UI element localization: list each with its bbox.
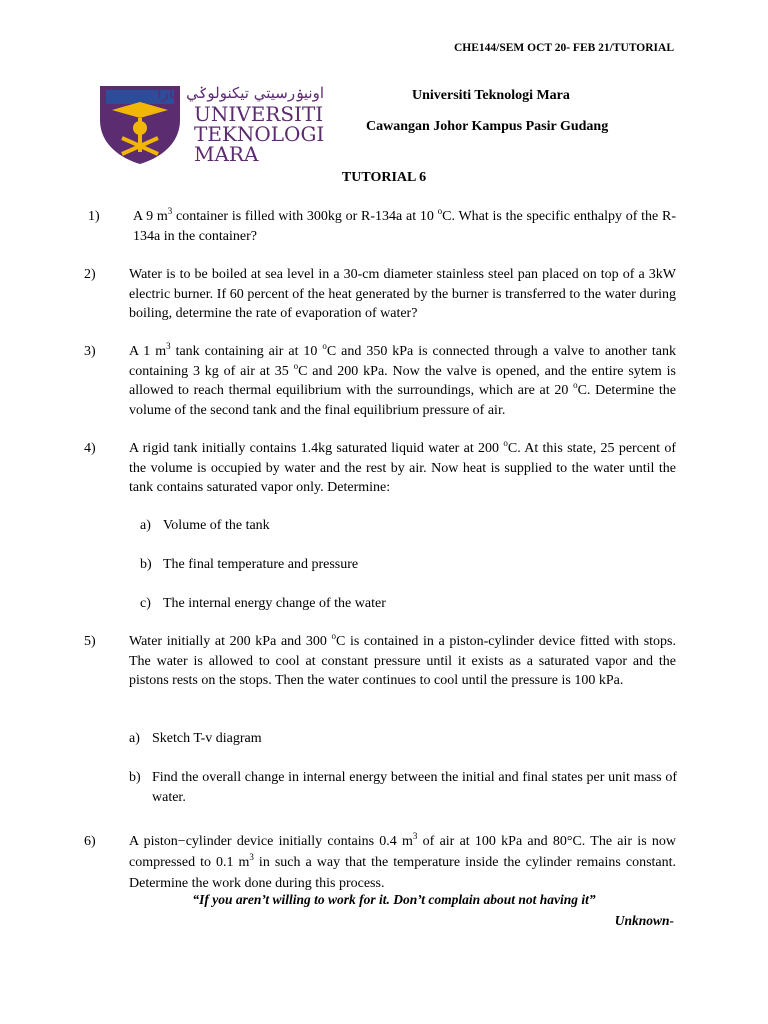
tutorial-title: TUTORIAL 6 (341, 170, 427, 185)
question-2 (84, 265, 676, 324)
campus-name: Cawangan Johor Kampus Pasir Gudang (366, 119, 609, 134)
question-5-part-a: a) Sketch T-v diagram (129, 731, 262, 746)
institution-name: Universiti Teknologi Mara (412, 88, 570, 103)
uitm-logo (92, 80, 332, 166)
question-4-part-b: b) The final temperature and pressure (140, 557, 359, 572)
question-5 (84, 632, 676, 691)
question-number: 2) (84, 267, 96, 282)
question-text: A 9 $m^3$ container is filled with 300kg or R-134a at 10 $^o$C. What is the specific enthalpy of the R-134a in the container? (133, 206, 676, 244)
question-number: 5) (84, 634, 96, 649)
question-number: 6) (84, 834, 96, 849)
course-code: CHE144/SEM OCT 20- FEB 21/TUTORIAL (453, 42, 674, 54)
question-3 (84, 342, 676, 420)
question-text: A piston−cylinder device initially contains 0.4 $m^3$ of air at 100 kPa and 80°C. The air is now compressed to 0.1 $m^3$ in such a way that the temperature inside the cylinder remains constant. Determine the work done during this process. (129, 831, 677, 891)
question-4-part-a: a) Volume of the tank (140, 518, 270, 533)
question-number: 1) (88, 209, 100, 224)
motivational-quote: “If you aren’t willing to work for it. Don’t complain about not having it” (192, 892, 596, 907)
quote-author: Unknown- (614, 913, 674, 928)
question-text: A 1 $m^3$ tank containing air at 10 $^o$C and 350 kPa is connected through a valve to another tank containing 3 kg of air at 35 $^o$C and 200 kPa. Now the valve is opened, and the entire sytem is allowed to reach thermal equilibrium with the surroundings, which are at 20 $^o$C. Determine the volume of the second tank and the final equilibrium pressure of air. (129, 341, 676, 418)
logo-wordmark: UNIVERSITI TEKNOLOGI MARA (194, 102, 325, 166)
question-5-part-b: b) Find the overall change in internal energy between the initial and final states per unit mass of water. (129, 770, 677, 805)
logo-jawi-text: اونيۏرسيتي تيكنولوݢي مارا (157, 84, 324, 102)
question-number: 4) (84, 441, 96, 456)
question-4-part-c: c) The internal energy change of the water (140, 596, 386, 611)
question-1 (84, 207, 676, 246)
question-6 (84, 831, 676, 894)
question-4 (84, 439, 676, 498)
question-text: Water initially at 200 kPa and 300 $^o$C is contained in a piston-cylinder device fitted with stops. The water is allowed to cool at constant pressure until it exists as a saturated vapor and the pistons rests on the stops. Then the water continues to cool until the pressure is 100 kPa. (129, 631, 676, 688)
question-number: 3) (84, 344, 96, 359)
question-text: A rigid tank initially contains 1.4kg saturated liquid water at 200 $^o$C. At this state, 25 percent of the volume is occupied by water and the rest by air. Now heat is supplied to the water until the tank contains saturated vapor only. Determine: (129, 438, 676, 495)
question-text: Water is to be boiled at sea level in a 30-cm diameter stainless steel pan placed on top of a 3kW electric burner. If 60 percent of the heat generated by the burner is transferred to the water during boiling, determine the rate of evaporation of water? (129, 267, 676, 321)
